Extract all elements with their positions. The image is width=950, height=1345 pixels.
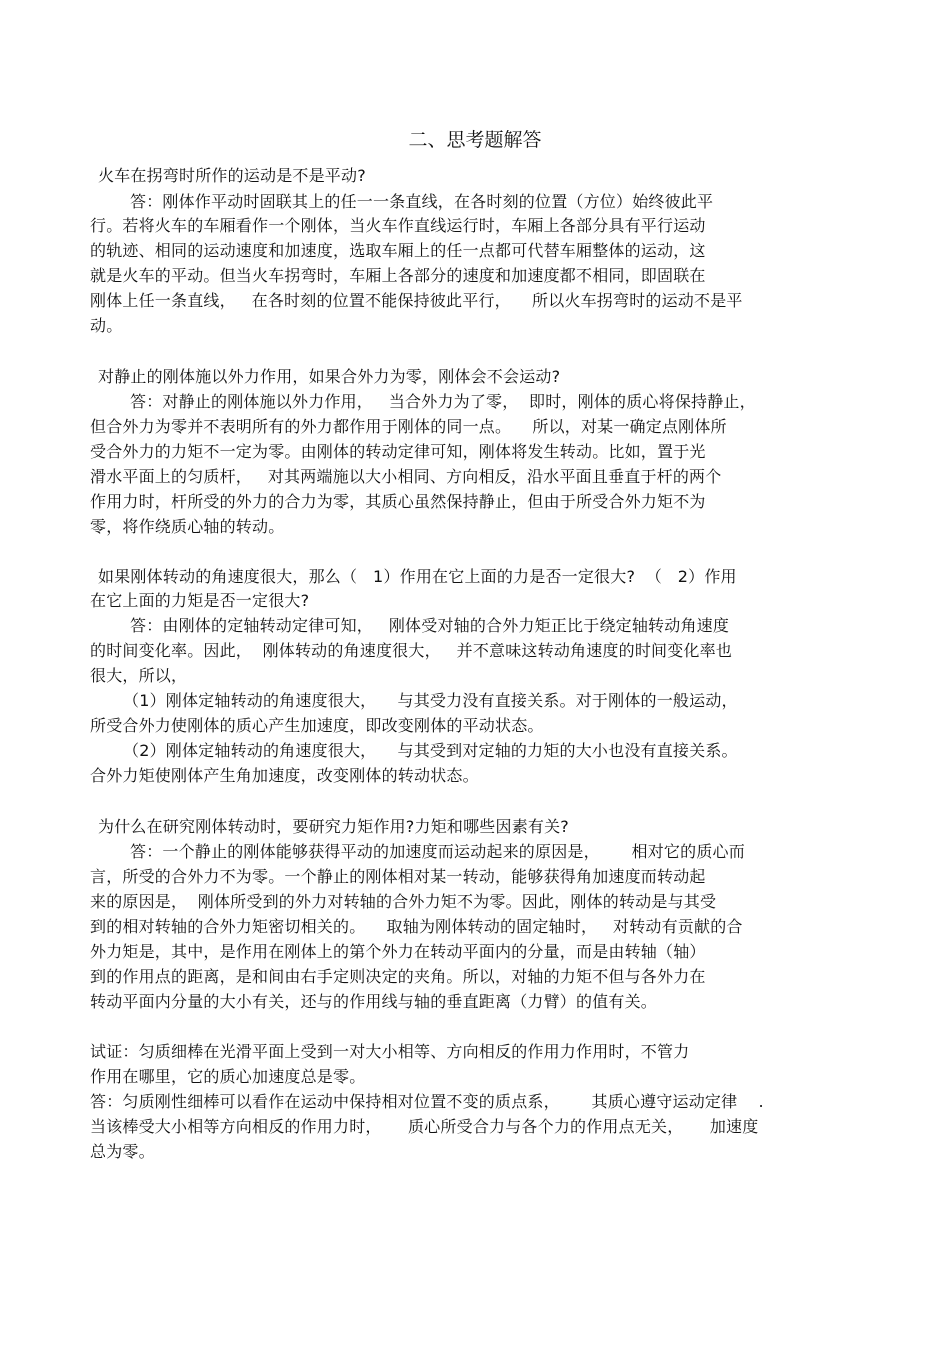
answer-2-line-3: 受合外力的力矩不一定为零。由刚体的转动定律可知，刚体将发生转动。比如，置于光 (90, 442, 706, 461)
question-4: 为什么在研究刚体转动时，要研究力矩作用?力矩和哪些因素有关? (98, 817, 569, 836)
question-5-line-1: 试证：匀质细棒在光滑平面上受到一对大小相等、方向相反的作用力作用时，不管力 (90, 1042, 690, 1061)
answer-3-line-7: 合外力矩使刚体产生角加速度，改变刚体的转动状态。 (90, 766, 479, 785)
answer-4-line-2: 言，所受的合外力不为零。一个静止的刚体相对某一转动，能够获得角加速度而转动起 (90, 867, 706, 886)
answer-2-line-1: 答：对静止的刚体施以外力作用， 当合外力为了零， 即时，刚体的质心将保持静止， (130, 392, 756, 411)
question-3-line-1: 如果刚体转动的角速度很大，那么（ 1）作用在它上面的力是否一定很大? （ 2）作用 (98, 567, 737, 586)
answer-3-line-2: 的时间变化率。因此， 刚体转动的角速度很大， 并不意味这转动角速度的时间变化率也 (90, 641, 733, 660)
answer-1-line-4: 就是火车的平动。但当火车拐弯时，车厢上各部分的速度和加速度都不相同，即固联在 (90, 266, 706, 285)
answer-3-line-6: （2）刚体定轴转动的角速度很大， 与其受到对定轴的力矩的大小也没有直接关系。 (123, 741, 738, 760)
page-title: 二、思考题解答 (408, 129, 542, 151)
answer-2-line-5: 作用力时，杆所受的外力的合力为零，其质心虽然保持静止，但由于所受合外力矩不为 (90, 492, 706, 511)
answer-3-line-5: 所受合外力使刚体的质心产生加速度，即改变刚体的平动状态。 (90, 716, 544, 735)
answer-4-line-6: 到的作用点的距离，是和间由右手定则决定的夹角。所以，对轴的力矩不但与各外力在 (90, 967, 706, 986)
answer-3-line-4: （1）刚体定轴转动的角速度很大， 与其受力没有直接关系。对于刚体的一般运动， (123, 691, 738, 710)
answer-3-line-1: 答：由刚体的定轴转动定律可知， 刚体受对轴的合外力矩正比于绕定轴转动角速度 (130, 616, 730, 635)
answer-2-line-4: 滑水平面上的匀质杆， 对其两端施以大小相同、方向相反，沿水平面且垂直于杆的两个 (90, 467, 722, 486)
answer-4-line-3: 来的原因是， 刚体所受到的外力对转轴的合外力矩不为零。因此，刚体的转动是与其受 (90, 892, 717, 911)
answer-5-line-1: 答：匀质刚性细棒可以看作在运动中保持相对位置不变的质点系， 其质心遵守运动定律 . (90, 1092, 764, 1111)
answer-1-line-2: 行。若将火车的车厢看作一个刚体，当火车作直线运行时，车厢上各部分具有平行运动 (90, 216, 706, 235)
answer-4-line-5: 外力矩是，其中，是作用在刚体上的第个外力在转动平面内的分量，而是由转轴（轴） (90, 942, 706, 961)
answer-1-line-1: 答：刚体作平动时固联其上的任一一条直线，在各时刻的位置（方位）始终彼此平 (130, 192, 714, 211)
answer-1-line-5: 刚体上任一条直线， 在各时刻的位置不能保持彼此平行， 所以火车拐弯时的运动不是平 (90, 291, 743, 310)
answer-2-line-2: 但合外力为零并不表明所有的外力都作用于刚体的同一点。 所以，对某一确定点刚体所 (90, 417, 727, 436)
answer-1-line-3: 的轨迹、相同的运动速度和加速度，选取车厢上的任一点都可代替车厢整体的运动，这 (90, 241, 706, 260)
answer-5-line-2: 当该棒受大小相等方向相反的作用力时， 质心所受合力与各个力的作用点无关， 加速度 (90, 1117, 759, 1136)
answer-5-line-3: 总为零。 (90, 1142, 155, 1161)
question-1: 火车在拐弯时所作的运动是不是平动? (98, 166, 366, 185)
question-2: 对静止的刚体施以外力作用，如果合外力为零，刚体会不会运动? (98, 367, 561, 386)
answer-1-line-6: 动。 (90, 316, 123, 335)
question-3-line-2: 在它上面的力矩是否一定很大? (90, 591, 310, 610)
answer-4-line-4: 到的相对转轴的合外力矩密切相关的。 取轴为刚体转动的固定轴时， 对转动有贡献的合 (90, 917, 743, 936)
question-5-line-2: 作用在哪里，它的质心加速度总是零。 (90, 1067, 366, 1086)
answer-2-line-6: 零，将作绕质心轴的转动。 (90, 517, 285, 536)
answer-4-line-7: 转动平面内分量的大小有关，还与的作用线与轴的垂直距离（力臂）的值有关。 (90, 992, 658, 1011)
answer-3-line-3: 很大，所以， (90, 666, 188, 685)
answer-4-line-1: 答：一个静止的刚体能够获得平动的加速度而运动起来的原因是， 相对它的质心而 (130, 842, 745, 861)
